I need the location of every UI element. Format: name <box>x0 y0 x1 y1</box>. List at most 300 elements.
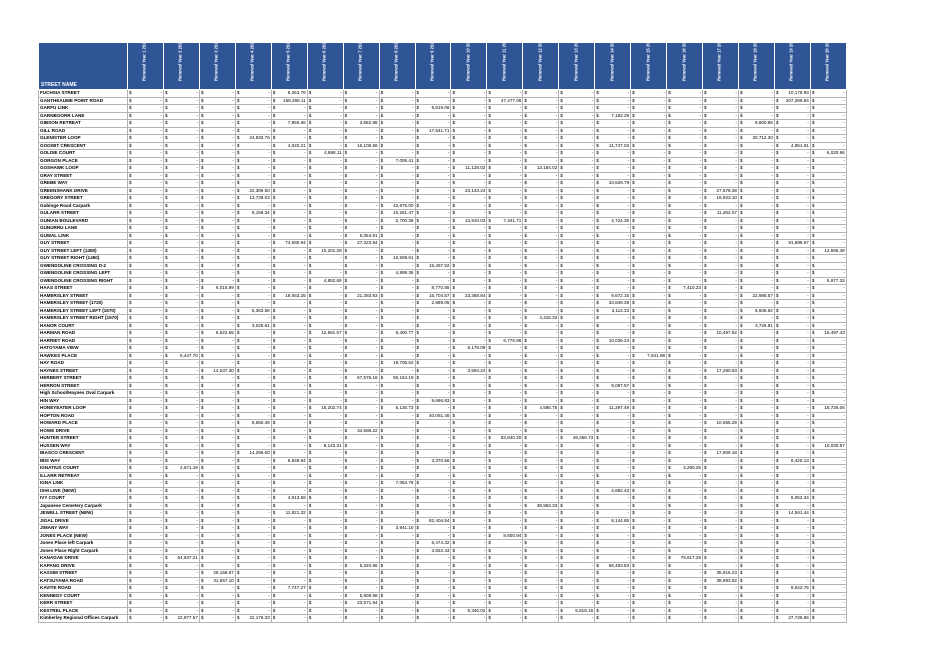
value-cell[interactable] <box>235 502 271 510</box>
value-cell[interactable] <box>271 382 307 390</box>
value-cell[interactable] <box>523 495 559 503</box>
value-cell[interactable] <box>487 120 523 128</box>
value-cell[interactable] <box>595 472 631 480</box>
value-cell[interactable] <box>451 547 487 555</box>
value-cell[interactable] <box>703 217 739 225</box>
value-cell[interactable] <box>163 375 199 383</box>
value-cell[interactable] <box>163 427 199 435</box>
value-cell[interactable] <box>523 472 559 480</box>
value-cell[interactable] <box>703 457 739 465</box>
value-cell[interactable] <box>235 232 271 240</box>
street-name-cell[interactable]: GORGON PLACE <box>39 157 128 165</box>
value-cell[interactable] <box>810 127 846 135</box>
value-cell[interactable] <box>307 525 343 533</box>
value-cell[interactable] <box>379 547 415 555</box>
value-cell[interactable] <box>810 210 846 218</box>
value-cell[interactable] <box>810 435 846 443</box>
value-cell[interactable] <box>235 375 271 383</box>
value-cell[interactable] <box>451 607 487 615</box>
street-name-cell[interactable]: High School/Haynes Oval Carpark <box>39 390 128 398</box>
value-cell[interactable] <box>631 615 667 623</box>
value-cell[interactable] <box>271 127 307 135</box>
value-cell[interactable] <box>199 187 235 195</box>
value-cell[interactable] <box>810 142 846 150</box>
value-cell[interactable] <box>343 352 379 360</box>
value-cell[interactable] <box>523 420 559 428</box>
value-cell[interactable] <box>667 367 703 375</box>
value-cell[interactable] <box>738 270 774 278</box>
value-cell[interactable] <box>810 247 846 255</box>
value-cell[interactable] <box>523 202 559 210</box>
value-cell[interactable] <box>703 525 739 533</box>
value-cell[interactable] <box>271 157 307 165</box>
street-name-cell[interactable]: HUNTER STREET <box>39 435 128 443</box>
value-cell[interactable] <box>307 510 343 518</box>
value-cell[interactable] <box>415 480 451 488</box>
value-cell[interactable] <box>559 210 595 218</box>
value-cell[interactable] <box>235 607 271 615</box>
value-cell[interactable] <box>559 412 595 420</box>
value-cell[interactable] <box>487 562 523 570</box>
value-cell[interactable] <box>343 345 379 353</box>
value-cell[interactable] <box>343 405 379 413</box>
value-cell[interactable] <box>774 345 810 353</box>
value-cell[interactable] <box>307 157 343 165</box>
value-cell[interactable] <box>703 90 739 98</box>
value-cell[interactable] <box>199 615 235 623</box>
value-cell[interactable] <box>667 382 703 390</box>
value-cell[interactable] <box>451 532 487 540</box>
value-cell[interactable] <box>523 390 559 398</box>
value-cell[interactable] <box>703 442 739 450</box>
value-cell[interactable] <box>810 382 846 390</box>
value-cell[interactable] <box>451 540 487 548</box>
value-cell[interactable] <box>128 510 164 518</box>
value-cell[interactable] <box>667 487 703 495</box>
value-cell[interactable] <box>810 262 846 270</box>
value-cell[interactable] <box>595 442 631 450</box>
value-cell[interactable] <box>595 510 631 518</box>
value-cell[interactable] <box>379 390 415 398</box>
value-cell[interactable] <box>307 540 343 548</box>
value-cell[interactable] <box>343 450 379 458</box>
value-cell[interactable] <box>235 465 271 473</box>
value-cell[interactable] <box>271 555 307 563</box>
value-cell[interactable] <box>128 547 164 555</box>
value-cell[interactable] <box>559 285 595 293</box>
value-cell[interactable] <box>163 412 199 420</box>
value-cell[interactable] <box>810 540 846 548</box>
value-cell[interactable] <box>307 382 343 390</box>
value-cell[interactable] <box>595 292 631 300</box>
value-cell[interactable] <box>523 352 559 360</box>
value-cell[interactable] <box>667 352 703 360</box>
value-cell[interactable] <box>810 487 846 495</box>
value-cell[interactable] <box>774 397 810 405</box>
value-cell[interactable] <box>667 600 703 608</box>
value-cell[interactable] <box>271 142 307 150</box>
value-cell[interactable] <box>595 195 631 203</box>
value-cell[interactable] <box>199 180 235 188</box>
value-cell[interactable] <box>343 172 379 180</box>
value-cell[interactable] <box>631 315 667 323</box>
value-cell[interactable] <box>523 247 559 255</box>
value-cell[interactable] <box>451 592 487 600</box>
value-cell[interactable] <box>343 255 379 263</box>
value-cell[interactable] <box>810 375 846 383</box>
value-cell[interactable] <box>703 105 739 113</box>
value-cell[interactable] <box>523 97 559 105</box>
value-cell[interactable] <box>703 570 739 578</box>
value-cell[interactable] <box>235 150 271 158</box>
value-cell[interactable] <box>774 615 810 623</box>
value-cell[interactable] <box>199 367 235 375</box>
value-cell[interactable] <box>595 240 631 248</box>
value-cell[interactable] <box>163 240 199 248</box>
value-cell[interactable] <box>163 112 199 120</box>
value-cell[interactable] <box>667 547 703 555</box>
value-cell[interactable] <box>487 285 523 293</box>
value-cell[interactable] <box>667 555 703 563</box>
street-name-cell[interactable]: KAPANG DRIVE <box>39 562 128 570</box>
value-cell[interactable] <box>307 547 343 555</box>
value-cell[interactable] <box>595 300 631 308</box>
value-cell[interactable] <box>379 592 415 600</box>
value-cell[interactable] <box>667 412 703 420</box>
value-cell[interactable] <box>523 480 559 488</box>
value-cell[interactable] <box>199 487 235 495</box>
value-cell[interactable] <box>487 337 523 345</box>
value-cell[interactable] <box>774 465 810 473</box>
street-name-cell[interactable]: GARFU LINK <box>39 105 128 113</box>
value-cell[interactable] <box>738 502 774 510</box>
value-cell[interactable] <box>128 405 164 413</box>
value-cell[interactable] <box>199 435 235 443</box>
value-cell[interactable] <box>703 97 739 105</box>
value-cell[interactable] <box>559 375 595 383</box>
value-cell[interactable] <box>379 315 415 323</box>
value-cell[interactable] <box>128 615 164 623</box>
value-cell[interactable] <box>128 180 164 188</box>
value-cell[interactable] <box>379 540 415 548</box>
value-cell[interactable] <box>128 330 164 338</box>
value-cell[interactable] <box>415 307 451 315</box>
value-cell[interactable] <box>559 157 595 165</box>
value-cell[interactable] <box>379 330 415 338</box>
value-cell[interactable] <box>703 322 739 330</box>
value-cell[interactable] <box>703 390 739 398</box>
value-cell[interactable] <box>810 112 846 120</box>
value-cell[interactable] <box>774 322 810 330</box>
year-header-9[interactable] <box>415 30 451 90</box>
value-cell[interactable] <box>595 330 631 338</box>
value-cell[interactable] <box>128 390 164 398</box>
value-cell[interactable] <box>415 457 451 465</box>
value-cell[interactable] <box>235 412 271 420</box>
value-cell[interactable] <box>523 442 559 450</box>
value-cell[interactable] <box>163 600 199 608</box>
value-cell[interactable] <box>487 397 523 405</box>
value-cell[interactable] <box>451 165 487 173</box>
value-cell[interactable] <box>451 142 487 150</box>
value-cell[interactable] <box>128 202 164 210</box>
value-cell[interactable] <box>595 382 631 390</box>
value-cell[interactable] <box>595 405 631 413</box>
value-cell[interactable] <box>703 255 739 263</box>
value-cell[interactable] <box>128 352 164 360</box>
value-cell[interactable] <box>343 555 379 563</box>
value-cell[interactable] <box>343 142 379 150</box>
value-cell[interactable] <box>343 165 379 173</box>
value-cell[interactable] <box>415 592 451 600</box>
value-cell[interactable] <box>271 570 307 578</box>
value-cell[interactable] <box>271 472 307 480</box>
value-cell[interactable] <box>487 555 523 563</box>
value-cell[interactable] <box>631 495 667 503</box>
value-cell[interactable] <box>774 187 810 195</box>
value-cell[interactable] <box>415 412 451 420</box>
value-cell[interactable] <box>738 555 774 563</box>
value-cell[interactable] <box>631 307 667 315</box>
value-cell[interactable] <box>559 90 595 98</box>
value-cell[interactable] <box>128 195 164 203</box>
value-cell[interactable] <box>559 195 595 203</box>
value-cell[interactable] <box>487 150 523 158</box>
value-cell[interactable] <box>128 135 164 143</box>
value-cell[interactable] <box>235 487 271 495</box>
value-cell[interactable] <box>235 202 271 210</box>
value-cell[interactable] <box>307 600 343 608</box>
value-cell[interactable] <box>235 495 271 503</box>
value-cell[interactable] <box>810 285 846 293</box>
value-cell[interactable] <box>451 292 487 300</box>
value-cell[interactable] <box>738 322 774 330</box>
value-cell[interactable] <box>810 577 846 585</box>
value-cell[interactable] <box>128 277 164 285</box>
year-header-5[interactable] <box>271 30 307 90</box>
value-cell[interactable] <box>595 615 631 623</box>
value-cell[interactable] <box>559 382 595 390</box>
value-cell[interactable] <box>451 97 487 105</box>
value-cell[interactable] <box>343 435 379 443</box>
value-cell[interactable] <box>379 285 415 293</box>
value-cell[interactable] <box>810 547 846 555</box>
value-cell[interactable] <box>128 532 164 540</box>
value-cell[interactable] <box>487 450 523 458</box>
value-cell[interactable] <box>415 210 451 218</box>
value-cell[interactable] <box>774 120 810 128</box>
value-cell[interactable] <box>128 217 164 225</box>
street-name-cell[interactable]: HAMERSLEY STREET (1720) <box>39 300 128 308</box>
value-cell[interactable] <box>667 90 703 98</box>
value-cell[interactable] <box>235 420 271 428</box>
value-cell[interactable] <box>415 127 451 135</box>
value-cell[interactable] <box>199 105 235 113</box>
value-cell[interactable] <box>559 585 595 593</box>
value-cell[interactable] <box>451 435 487 443</box>
value-cell[interactable] <box>271 450 307 458</box>
value-cell[interactable] <box>307 97 343 105</box>
year-header-1[interactable] <box>128 30 164 90</box>
value-cell[interactable] <box>128 150 164 158</box>
value-cell[interactable] <box>271 435 307 443</box>
value-cell[interactable] <box>343 502 379 510</box>
value-cell[interactable] <box>667 510 703 518</box>
value-cell[interactable] <box>595 540 631 548</box>
value-cell[interactable] <box>128 600 164 608</box>
value-cell[interactable] <box>738 165 774 173</box>
value-cell[interactable] <box>703 127 739 135</box>
value-cell[interactable] <box>163 352 199 360</box>
value-cell[interactable] <box>451 517 487 525</box>
value-cell[interactable] <box>523 547 559 555</box>
value-cell[interactable] <box>235 210 271 218</box>
value-cell[interactable] <box>487 585 523 593</box>
value-cell[interactable] <box>379 472 415 480</box>
value-cell[interactable] <box>307 577 343 585</box>
value-cell[interactable] <box>271 420 307 428</box>
value-cell[interactable] <box>271 90 307 98</box>
value-cell[interactable] <box>128 225 164 233</box>
value-cell[interactable] <box>667 112 703 120</box>
value-cell[interactable] <box>415 600 451 608</box>
value-cell[interactable] <box>631 150 667 158</box>
value-cell[interactable] <box>810 135 846 143</box>
value-cell[interactable] <box>523 375 559 383</box>
value-cell[interactable] <box>631 510 667 518</box>
value-cell[interactable] <box>415 435 451 443</box>
value-cell[interactable] <box>379 225 415 233</box>
value-cell[interactable] <box>667 577 703 585</box>
value-cell[interactable] <box>379 202 415 210</box>
value-cell[interactable] <box>128 337 164 345</box>
value-cell[interactable] <box>343 285 379 293</box>
street-name-cell[interactable]: Jones Place left Carpark <box>39 540 128 548</box>
value-cell[interactable] <box>523 172 559 180</box>
value-cell[interactable] <box>667 142 703 150</box>
value-cell[interactable] <box>235 397 271 405</box>
value-cell[interactable] <box>343 382 379 390</box>
value-cell[interactable] <box>703 187 739 195</box>
value-cell[interactable] <box>271 322 307 330</box>
value-cell[interactable] <box>271 262 307 270</box>
year-header-15[interactable] <box>631 27 667 90</box>
value-cell[interactable] <box>415 202 451 210</box>
value-cell[interactable] <box>128 270 164 278</box>
value-cell[interactable] <box>235 90 271 98</box>
value-cell[interactable] <box>199 577 235 585</box>
value-cell[interactable] <box>163 255 199 263</box>
value-cell[interactable] <box>451 157 487 165</box>
value-cell[interactable] <box>738 480 774 488</box>
value-cell[interactable] <box>631 390 667 398</box>
value-cell[interactable] <box>451 150 487 158</box>
value-cell[interactable] <box>559 172 595 180</box>
value-cell[interactable] <box>271 465 307 473</box>
value-cell[interactable] <box>199 517 235 525</box>
street-name-cell[interactable]: GILL ROAD <box>39 127 128 135</box>
value-cell[interactable] <box>667 390 703 398</box>
value-cell[interactable] <box>810 517 846 525</box>
value-cell[interactable] <box>307 165 343 173</box>
value-cell[interactable] <box>631 420 667 428</box>
value-cell[interactable] <box>271 487 307 495</box>
value-cell[interactable] <box>595 180 631 188</box>
value-cell[interactable] <box>703 600 739 608</box>
value-cell[interactable] <box>631 322 667 330</box>
value-cell[interactable] <box>487 412 523 420</box>
street-name-cell[interactable]: GOLDIE COURT <box>39 150 128 158</box>
value-cell[interactable] <box>631 465 667 473</box>
value-cell[interactable] <box>199 450 235 458</box>
value-cell[interactable] <box>487 577 523 585</box>
value-cell[interactable] <box>703 135 739 143</box>
value-cell[interactable] <box>703 517 739 525</box>
street-name-cell[interactable]: IGNATIUS COURT <box>39 465 128 473</box>
value-cell[interactable] <box>595 120 631 128</box>
value-cell[interactable] <box>235 127 271 135</box>
value-cell[interactable] <box>487 300 523 308</box>
value-cell[interactable] <box>163 540 199 548</box>
value-cell[interactable] <box>667 502 703 510</box>
value-cell[interactable] <box>631 255 667 263</box>
value-cell[interactable] <box>667 562 703 570</box>
value-cell[interactable] <box>738 157 774 165</box>
value-cell[interactable] <box>379 97 415 105</box>
value-cell[interactable] <box>199 112 235 120</box>
value-cell[interactable] <box>703 262 739 270</box>
value-cell[interactable] <box>559 547 595 555</box>
value-cell[interactable] <box>631 570 667 578</box>
value-cell[interactable] <box>703 532 739 540</box>
value-cell[interactable] <box>738 225 774 233</box>
value-cell[interactable] <box>271 525 307 533</box>
value-cell[interactable] <box>559 345 595 353</box>
street-name-cell[interactable]: IBIS WAY <box>39 457 128 465</box>
value-cell[interactable] <box>128 607 164 615</box>
value-cell[interactable] <box>163 570 199 578</box>
value-cell[interactable] <box>667 247 703 255</box>
value-cell[interactable] <box>667 592 703 600</box>
street-name-cell[interactable]: HAAS STREET <box>39 285 128 293</box>
value-cell[interactable] <box>631 90 667 98</box>
value-cell[interactable] <box>307 487 343 495</box>
value-cell[interactable] <box>415 105 451 113</box>
value-cell[interactable] <box>667 277 703 285</box>
value-cell[interactable] <box>379 510 415 518</box>
value-cell[interactable] <box>523 195 559 203</box>
value-cell[interactable] <box>343 532 379 540</box>
value-cell[interactable] <box>307 270 343 278</box>
value-cell[interactable] <box>703 157 739 165</box>
value-cell[interactable] <box>667 540 703 548</box>
value-cell[interactable] <box>415 142 451 150</box>
value-cell[interactable] <box>163 502 199 510</box>
value-cell[interactable] <box>343 442 379 450</box>
value-cell[interactable] <box>559 300 595 308</box>
value-cell[interactable] <box>523 510 559 518</box>
value-cell[interactable] <box>199 382 235 390</box>
value-cell[interactable] <box>487 480 523 488</box>
value-cell[interactable] <box>199 307 235 315</box>
value-cell[interactable] <box>595 555 631 563</box>
value-cell[interactable] <box>487 592 523 600</box>
value-cell[interactable] <box>163 150 199 158</box>
value-cell[interactable] <box>307 502 343 510</box>
value-cell[interactable] <box>774 375 810 383</box>
value-cell[interactable] <box>631 97 667 105</box>
value-cell[interactable] <box>163 510 199 518</box>
